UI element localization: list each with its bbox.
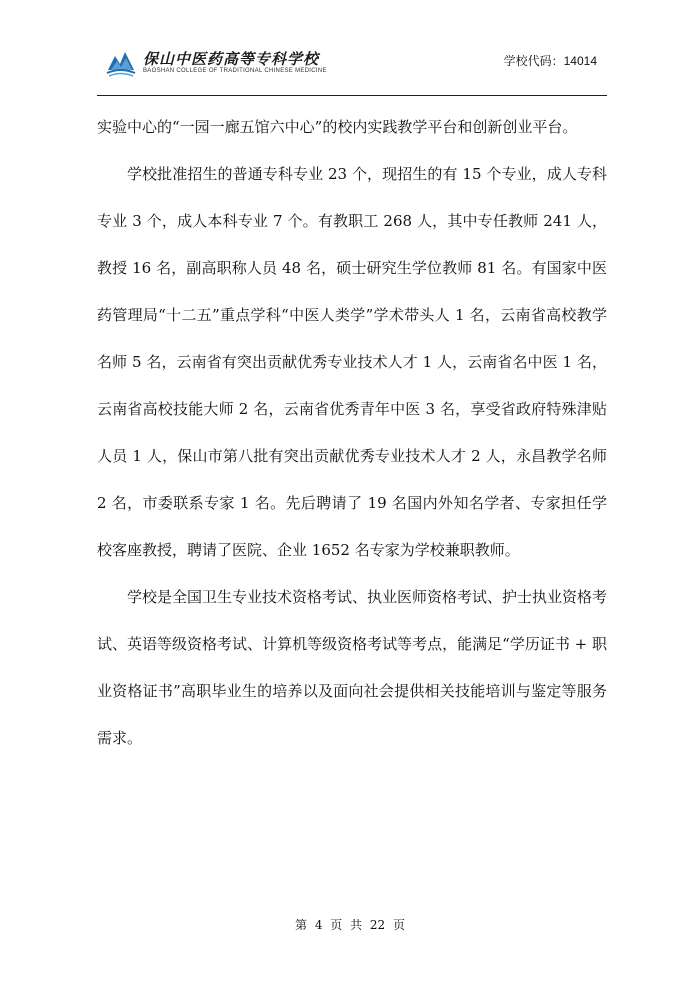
paragraph-faculty-and-programs: 学校批准招生的普通专科专业 23 个，现招生的有 15 个专业，成人专科专业 3 个，成人本科专业 7 个。有教职工 268 人，其中专任教师 241 人，教授 16 名，副高职称人员 48 名，硕士研究生学位教师 81 名。有国家中医药管理局“十二五”重点学科“中医人类学”学术带头人 1 名，云南省高校教学名师 5 名，云南省有突出贡献优秀专业技术人才 1 人，云南省名中医 1 名，云南省高校技能大师 2 名，云南省优秀青年中医 3 名，享受省政府特殊津贴人员 1 人，保山市第八批有突出贡献优秀专业技术人才 2 人，永昌教学名师 2 名，市委联系专家 1 名。先后聘请了 19 名国内外知名学者、专家担任学校客座教授，聘请了医院、企业 1652 名专家为学校兼职教师。 xyxy=(97,165,607,559)
header-divider xyxy=(97,95,607,96)
school-logo xyxy=(105,46,327,82)
document-body xyxy=(97,104,607,762)
page-number-footer: 第 4 页 共 22 页 xyxy=(295,918,405,932)
page-header xyxy=(97,40,607,96)
school-name-logotype: 保山中医药高等专科学校 xyxy=(143,50,320,68)
school-emblem-icon xyxy=(105,46,137,78)
paragraph-continuation: 实验中心的“一园一廊五馆六中心”的校内实践教学平台和创新创业平台。 xyxy=(97,118,578,136)
school-code: 学校代码：14014 xyxy=(503,54,597,68)
school-name-english: BAOSHAN COLLEGE OF TRADITIONAL CHINESE MEDICINE xyxy=(143,68,327,74)
paragraph-exam-centers: 学校是全国卫生专业技术资格考试、执业医师资格考试、护士执业资格考试、英语等级资格考试、计算机等级资格考试等考点，能满足“学历证书 + 职业资格证书”高职毕业生的培养以及面向社会提供相关技能培训与鉴定等服务需求。 xyxy=(97,588,608,747)
